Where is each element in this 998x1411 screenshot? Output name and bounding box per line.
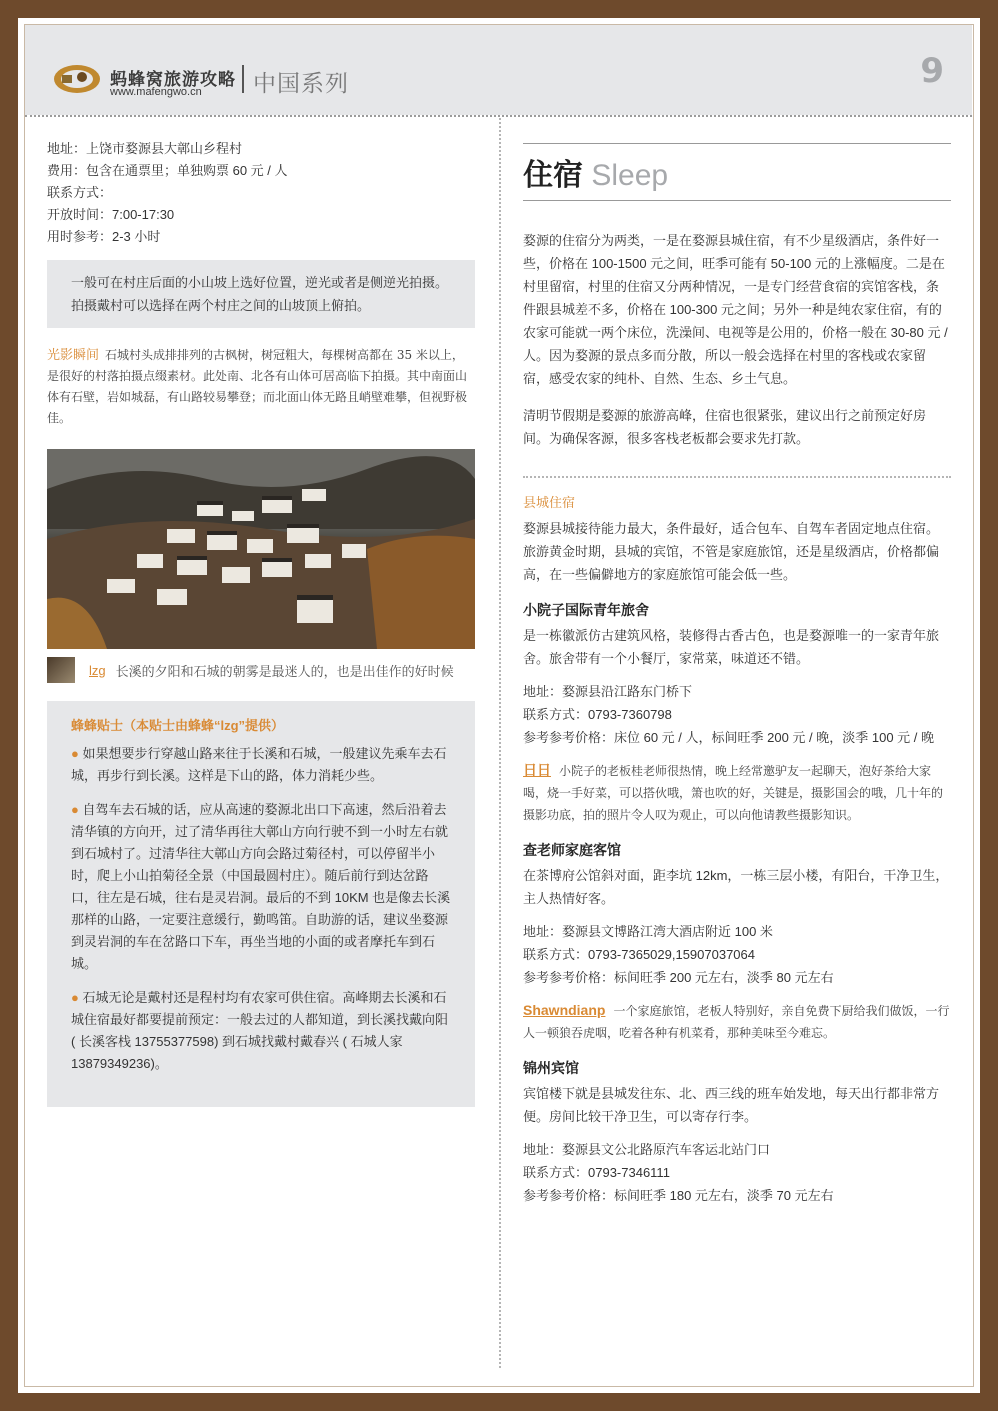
review-text: 小院子的老板桂老师很热情，晚上经常邀驴友一起聊天，泡好茶给大家喝，烧一手好菜，可以搭伙哦，箫也吹的好，关键是，摄影国会的哦，几十年的摄影功底，拍的照片令人叹为观止，可以向他请教些摄影知识。 bbox=[523, 764, 944, 822]
photo-tip-box: 一般可在村庄后面的小山坡上选好位置，逆光或者是侧逆光拍摄。拍摄戴村可以选择在两个村庄之间的山坡顶上俯拍。 bbox=[47, 260, 475, 328]
county-text: 婺源县城接待能力最大，条件最好，适合包车、自驾车者固定地点住宿。旅游黄金时期，县城的宾馆，不管是家庭旅馆，还是星级酒店，价格都偏高，在一些偏僻地方的家庭旅馆可能会低一些。 bbox=[523, 521, 940, 582]
review-text: 一个家庭旅馆，老板人特别好，亲自免费下厨给我们做饭，一行人一顿狼吞虎咽，吃着各种有机菜肴，那种美味至今难忘。 bbox=[523, 1004, 950, 1040]
tips-title: 蜂蜂贴士（本贴士由蜂蜂“lzg”提供） bbox=[71, 718, 285, 733]
series-title: 中国系列 bbox=[253, 70, 349, 96]
info-contact: 联系方式： bbox=[47, 185, 113, 200]
column-divider bbox=[499, 118, 501, 1368]
quote-text: 石城村头成排排列的古枫树，树冠粗大，每棵树高都在 35 米以上，是很好的村落拍摄点缀素材。此处南、北各有山体可居高临下拍摄。其中南面山体有石壁，岩如城磊，有山路较易攀登；而北面山体无路且峭壁难攀，但视野极佳。 bbox=[47, 348, 468, 425]
hotel-phone: 联系方式：0793-7360798 bbox=[523, 707, 672, 722]
photo-caption bbox=[47, 657, 475, 683]
section-title bbox=[523, 150, 951, 194]
right-column bbox=[523, 143, 951, 1207]
hotel-desc: 宾馆楼下就是县城发往东、北、西三线的班车始发地，每天出行都非常方便。房间比较干净卫生，可以寄存行李。 bbox=[523, 1086, 940, 1124]
page-number: 9 bbox=[920, 51, 944, 91]
info-hours: 开放时间：7:00-17:30 bbox=[47, 207, 175, 222]
quote-tag: 光影瞬间 bbox=[47, 347, 100, 362]
tips-box bbox=[47, 701, 475, 1107]
hotel-address: 地址：婺源县沿江路东门桥下 bbox=[523, 684, 693, 699]
county-subhead: 县城住宿 bbox=[523, 495, 576, 510]
section-bottom-rule bbox=[523, 200, 951, 201]
hotel-price: 参考参考价格：标间旺季 200 元左右，淡季 80 元左右 bbox=[523, 970, 834, 985]
hotel-price: 参考参考价格：标间旺季 180 元左右，淡季 70 元左右 bbox=[523, 1188, 834, 1203]
village-photo bbox=[47, 449, 475, 649]
hotel-address: 地址：婺源县文博路江湾大酒店附近 100 米 bbox=[523, 924, 773, 939]
info-duration: 用时参考：2-3 小时 bbox=[47, 229, 161, 244]
hotel-address: 地址：婺源县文公北路原汽车客运北站门口 bbox=[523, 1142, 771, 1157]
tip-item: ● 自驾车去石城的话，应从高速的婺源北出口下高速，然后沿着去清华镇的方向开，过了清华再往大鄣山方向行驶不到一小时左右就到石城村了。过清华往大鄣山方向会路过菊径村，可以停留半小时，爬上小山拍菊径全景（中国最圆村庄）。随后前行到达岔路口，往左是石城，往右是灵岩洞。最后的不到 10KM 也是像去长溪那样的山路，一定要注意缓行，勤鸣笛。自助游的话，建议坐婺源到灵岩洞的车在岔路口下车，再坐当地的小面的或者摩托车到石城。 bbox=[71, 802, 451, 971]
hotel-review bbox=[523, 759, 951, 826]
hotel-name: 锦州宾馆 bbox=[523, 1060, 579, 1076]
intro-paragraph: 婺源的住宿分为两类，一是在婺源县城住宿，有不少星级酒店，条件好一些，价格在 100-1500 元之间，旺季可能有 50-100 元的上涨幅度。二是在村里留宿，村里的住宿又分两种情况，一是专门经营食宿的宾馆客栈，条件跟县城差不多，价格在 100-300 元之间；另外一种是纯农家住宿，有的农家可能就一两个床位，洗澡间、电视等是公用的，价格一般在 30-80 元 / 人。因为婺源的景点多而分散，所以一般会选择在村里的客栈或农家留宿，感受农家的纯朴、自然、生态、乡土气息。 bbox=[523, 233, 948, 386]
bullet-icon: ● bbox=[71, 990, 83, 1005]
hotel-phone: 联系方式：0793-7346111 bbox=[523, 1165, 670, 1180]
intro-paragraph-2: 清明节假期是婺源的旅游高峰，住宿也很紧张，建议出行之前预定好房间。为确保客源，很多客栈老板都会要求先打款。 bbox=[523, 408, 927, 446]
header-separator bbox=[242, 65, 244, 93]
bullet-icon: ● bbox=[71, 802, 83, 817]
page-header bbox=[25, 25, 972, 115]
page bbox=[18, 18, 980, 1393]
hotel-desc: 在茶博府公馆斜对面，距李坑 12km，一栋三层小楼，有阳台，干净卫生，主人热情好客。 bbox=[523, 868, 949, 906]
logo-url: www.mafengwo.cn bbox=[110, 86, 202, 98]
logo-title: 蚂蜂窝旅游攻略 bbox=[110, 70, 236, 89]
section-title-cn: 住宿 bbox=[523, 159, 583, 192]
light-moment-quote bbox=[47, 344, 475, 429]
avatar bbox=[47, 657, 75, 683]
section-top-rule bbox=[523, 143, 951, 144]
hotel-name: 查老师家庭客馆 bbox=[523, 842, 621, 858]
tip-item: ● 如果想要步行穿越山路来往于长溪和石城，一般建议先乘车去石城，再步行到长溪。这样是下山的路，体力消耗少些。 bbox=[71, 746, 447, 783]
dotted-divider bbox=[523, 476, 951, 478]
hotel-name: 小院子国际青年旅舍 bbox=[523, 602, 649, 618]
section-title-en: Sleep bbox=[591, 159, 669, 192]
left-column bbox=[47, 138, 475, 1107]
header-divider bbox=[25, 115, 972, 117]
caption-author[interactable]: lzg bbox=[89, 662, 106, 678]
bullet-icon: ● bbox=[71, 746, 83, 761]
village-photo-illustration bbox=[47, 449, 475, 649]
review-author[interactable]: Shawndianp bbox=[523, 1002, 606, 1018]
caption-text: 长溪的夕阳和石城的朝雾是最迷人的，也是出佳作的好时候 bbox=[115, 663, 454, 679]
attraction-info bbox=[47, 138, 475, 248]
mafengwo-logo-icon bbox=[52, 59, 102, 95]
hotel-desc: 是一栋徽派仿古建筑风格，装修得古香古色，也是婺源唯一的一家青年旅舍。旅舍带有一个小餐厅，家常菜，味道还不错。 bbox=[523, 628, 940, 666]
hotel-price: 参考参考价格：床位 60 元 / 人，标间旺季 200 元 / 晚，淡季 100 元 / 晚 bbox=[523, 730, 935, 745]
tip-item: ● 石城无论是戴村还是程村均有农家可供住宿。高峰期去长溪和石城住宿最好都要提前预定：一般去过的人都知道，到长溪找戴向阳 ( 长溪客栈 13755377598) 到石城找戴村戴春兴 ( 石城人家 13879349236)。 bbox=[71, 990, 449, 1071]
info-address: 地址：上饶市婺源县大鄣山乡程村 bbox=[47, 141, 243, 156]
hotel-review bbox=[523, 999, 951, 1044]
hotel-phone: 联系方式：0793-7365029,15907037064 bbox=[523, 947, 756, 962]
review-author[interactable]: 日日 bbox=[523, 762, 551, 778]
info-fee: 费用：包含在通票里；单独购票 60 元 / 人 bbox=[47, 163, 288, 178]
